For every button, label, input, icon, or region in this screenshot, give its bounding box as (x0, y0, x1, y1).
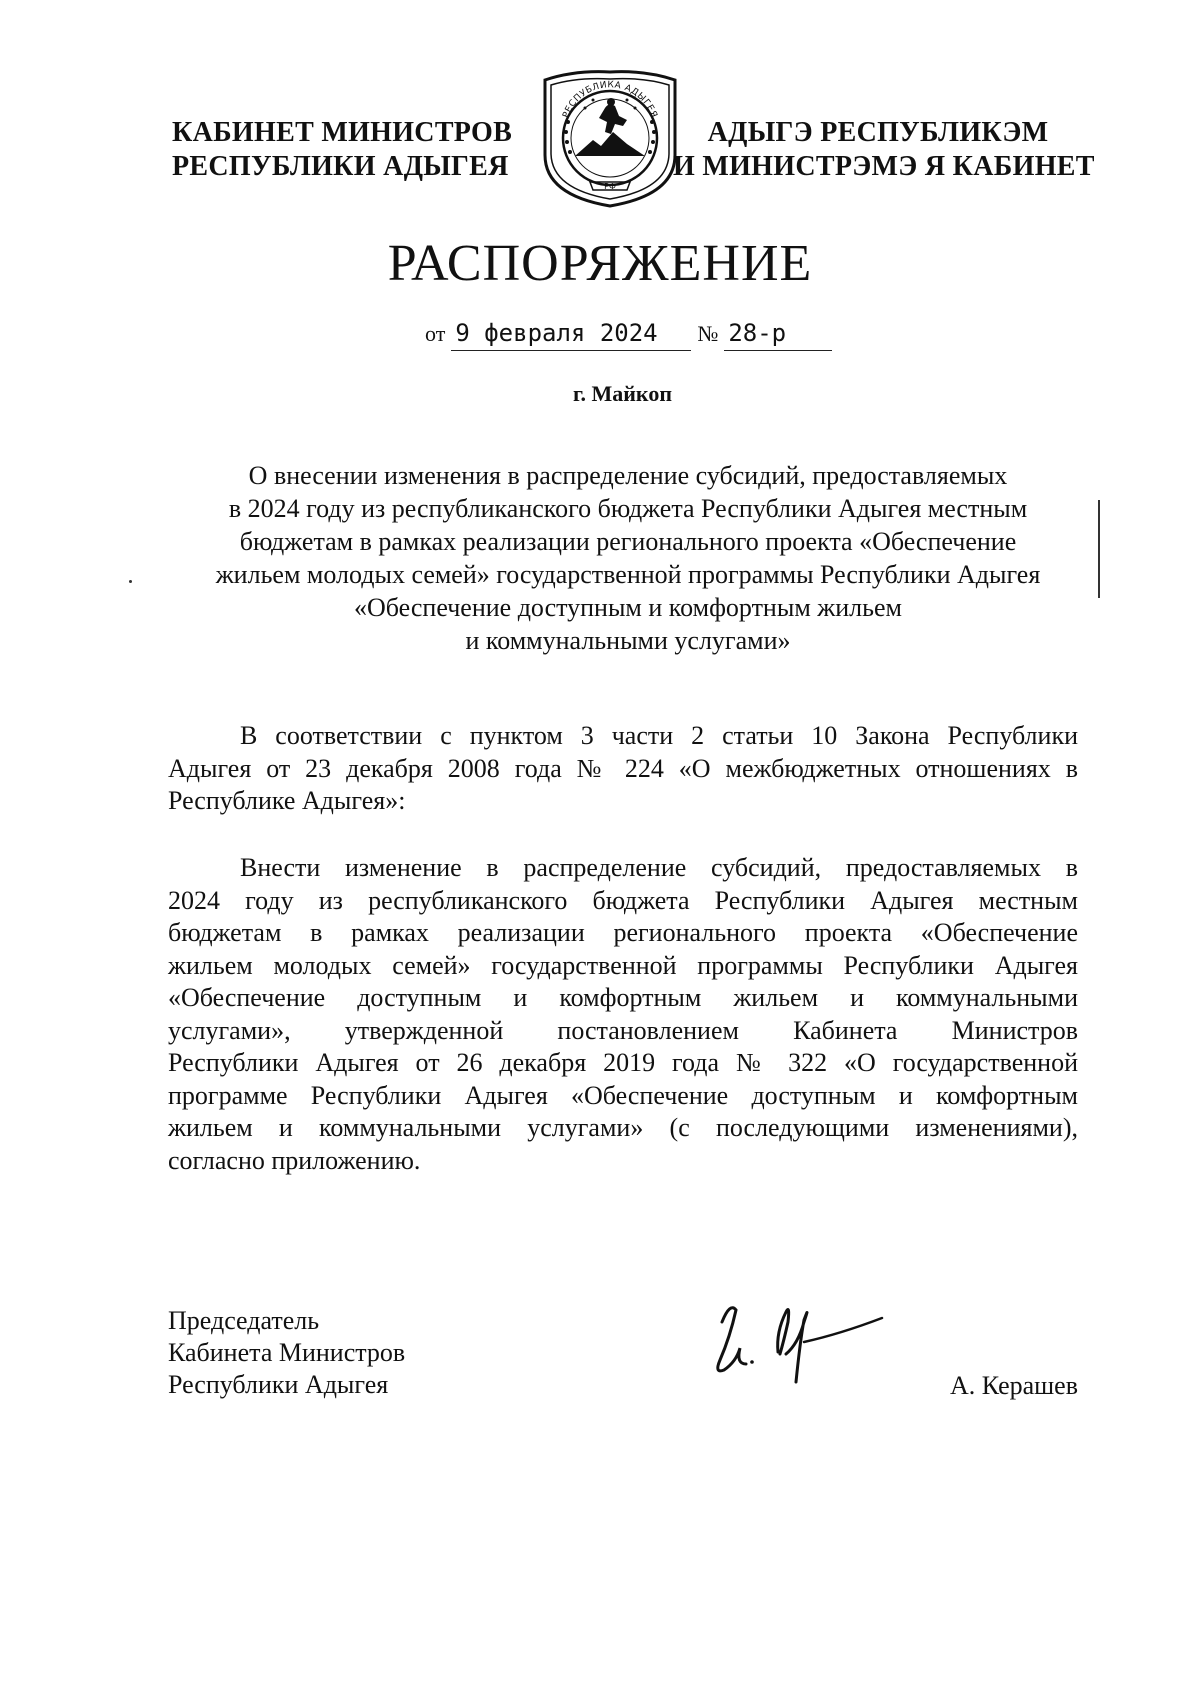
body-line: Республике Адыгея»: (168, 786, 406, 815)
header-right-line1: АДЫГЭ РЕСПУБЛИКЭМ (707, 117, 1049, 148)
document-date: 9 февраля 2024 (451, 316, 691, 351)
document-number: 28-р (724, 316, 832, 351)
document-subject (168, 459, 1088, 657)
body-line: услугами», утвержденной постановлением Кабинета Министров (168, 1015, 1078, 1045)
body-line: Внести изменение в распределение субсидий, предоставляемых в (240, 853, 1078, 882)
document-city: г. Майкоп (572, 381, 672, 406)
handwritten-signature (700, 1282, 900, 1392)
emblem-bottom-text: РФ (604, 182, 616, 191)
body-paragraph-2 (168, 852, 1078, 1177)
header-right-line2: И МИНИСТРЭМЭ Я КАБИНЕТ (673, 151, 1095, 182)
header-left-org-name (172, 116, 513, 184)
body-line: Республики Адыгея от 26 декабря 2019 года № 322 «О государственной (168, 1048, 1078, 1077)
body-line: Адыгея от 23 декабря 2008 года № 224 «О межбюджетных отношениях в (168, 753, 1078, 783)
date-prefix: от (425, 321, 446, 346)
margin-mark (1098, 500, 1100, 598)
subject-line: в 2024 году из республиканского бюджета Республики Адыгея местным (228, 494, 1028, 523)
body-line: жильем и коммунальными услугами» (с последующими изменениями), (168, 1113, 1078, 1142)
subject-line: О внесении изменения в распределение субсидий, предоставляемых (248, 461, 1008, 490)
signatory-title-line1: Председатель (168, 1306, 320, 1335)
number-prefix: № (697, 321, 719, 346)
scan-dot (129, 580, 132, 583)
coat-of-arms-emblem (535, 60, 685, 210)
body-line: «Обеспечение доступным и комфортным жильем и коммунальными (168, 983, 1078, 1012)
document-date-number-line (425, 316, 832, 351)
subject-line: жильем молодых семей» государственной программы Республики Адыгея (215, 560, 1041, 589)
subject-line: «Обеспечение доступным и комфортным жильем (354, 593, 902, 622)
subject-line: бюджетам в рамках реализации регионального проекта «Обеспечение (239, 527, 1017, 556)
header-left-line2: РЕСПУБЛИКИ АДЫГЕЯ (172, 151, 509, 182)
body-line: 2024 году из республиканского бюджета Республики Адыгея местным (168, 885, 1078, 915)
signatory-title-line2: Кабинета Министров (168, 1338, 406, 1367)
body-line: бюджетам в рамках реализации регионального проекта «Обеспечение (168, 918, 1078, 947)
signatory-name: А. Керашев (949, 1371, 1078, 1400)
body-line: В соответствии с пунктом 3 части 2 статьи 10 Закона Республики (240, 721, 1078, 750)
header-right-org-name (673, 116, 1095, 184)
body-line: жильем молодых семей» государственной программы Республики Адыгея (168, 950, 1078, 980)
body-line: согласно приложению. (168, 1145, 421, 1175)
document-title: РАСПОРЯЖЕНИЕ (387, 235, 813, 292)
subject-line: и коммунальными услугами» (465, 626, 791, 655)
signatory-title (168, 1305, 405, 1401)
body-paragraph-1 (168, 720, 1078, 818)
emblem-top-text: РЕСПУБЛИКА АДЫГЕЯ (561, 80, 659, 120)
body-line: программе Республики Адыгея «Обеспечение доступным и комфортным (168, 1080, 1078, 1110)
header-left-line1: КАБИНЕТ МИНИСТРОВ (172, 117, 513, 148)
signatory-title-line3: Республики Адыгея (168, 1370, 389, 1399)
